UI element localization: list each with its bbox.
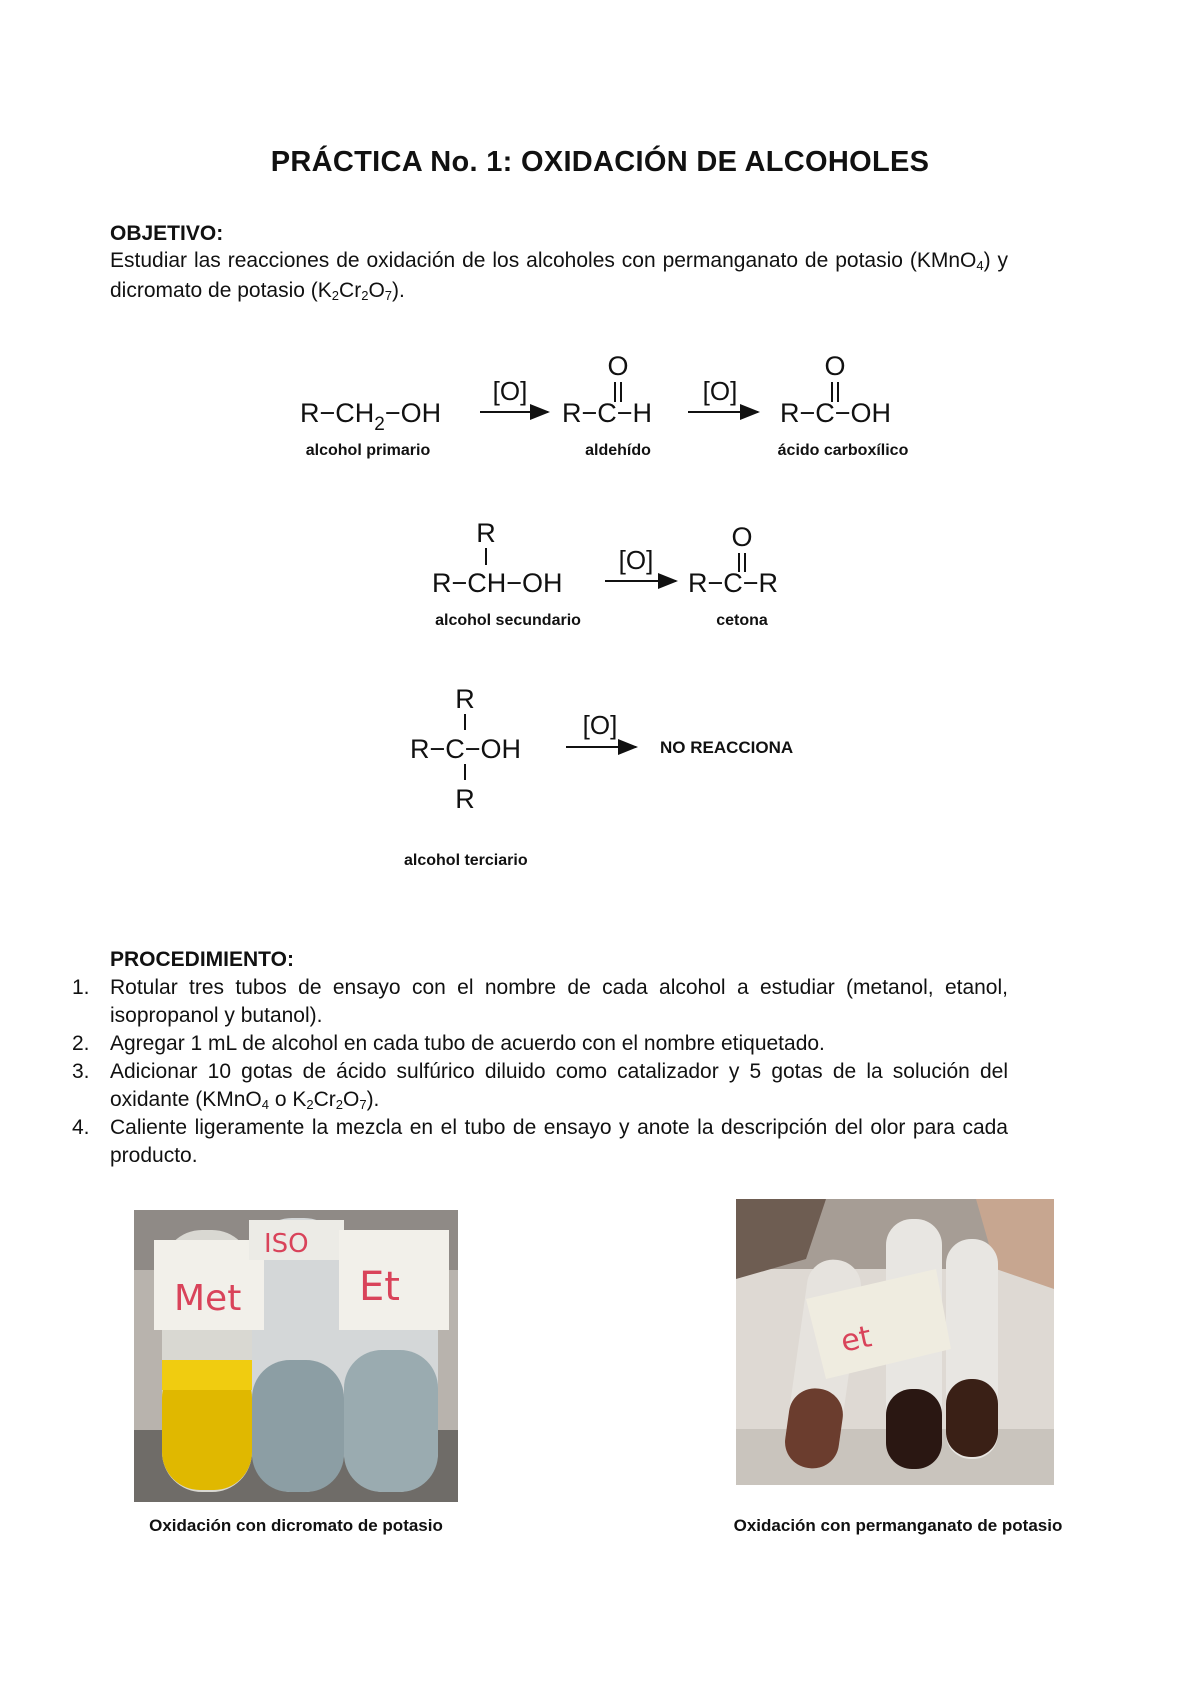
aldehyde-label: aldehído (585, 442, 651, 459)
tertiary-alcohol-reaction (410, 684, 793, 814)
procedure-step: 1. Rotular tres tubos de ensayo con el nombre de cada alcohol a estudiar (metanol, etanol, isopropanol y butanol). (72, 976, 1008, 1027)
ketone-oxygen: O (731, 522, 753, 552)
procedure-step: 3. Adicionar 10 gotas de ácido sulfúrico diluido como catalizador y 5 gotas de la solución del oxidante (KMnO$_4$ o $K_2Cr_2O_7$). (72, 1060, 1008, 1112)
tertiary-alcohol-formula: R−C−OH (410, 734, 522, 764)
caption-dichromate: Oxidación con dicromato de potasio (149, 1516, 443, 1535)
aldehyde-formula: R−C−H (562, 398, 653, 428)
acid-label: ácido carboxílico (777, 442, 909, 459)
tertiary-r-bottom: R (455, 784, 475, 814)
procedure-step: 2. Agregar 1 mL de alcohol en cada tubo de acuerdo con el nombre etiquetado. (72, 1032, 825, 1055)
acid-formula: R−C−OH (780, 398, 892, 428)
oxidant-label-3: [O] (618, 545, 654, 575)
secondary-alcohol-formula: R−CH−OH (432, 568, 563, 598)
caption-permanganate: Oxidación con permanganato de potasio (733, 1516, 1063, 1535)
ketone-label: cetona (716, 612, 768, 629)
primary-alcohol-reaction (300, 351, 909, 459)
no-reaction-text: NO REACCIONA (660, 738, 794, 757)
oxidant-label-1: [O] (492, 376, 528, 406)
procedure-step: 4. Caliente ligeramente la mezcla en el tubo de ensayo y anote la descripción del olor para cada producto. (72, 1116, 1008, 1167)
tertiary-r-top: R (455, 684, 475, 714)
objective-text: Estudiar las reacciones de oxidación de los alcoholes con permanganato de potasio (KMnO$_4$) y dicromato de potasio $(K_2Cr_2O_7)$. (110, 249, 1009, 303)
tube-label-iso: ISO (264, 1229, 309, 1259)
tube-label-et-perm: et (837, 1319, 875, 1360)
tertiary-alcohol-label: alcohol terciario (404, 852, 528, 869)
tube-label-et: Et (359, 1264, 400, 1310)
procedure-list (72, 974, 1008, 1170)
objective-heading: OBJETIVO: (110, 222, 224, 245)
acid-oxygen: O (824, 351, 846, 381)
photo-dichromate-tubes (134, 1210, 458, 1502)
oxidant-label-2: [O] (702, 376, 738, 406)
oxidant-label-4: [O] (582, 710, 618, 740)
primary-alcohol-formula: $R-CH_2-OH$ (300, 398, 442, 435)
aldehyde-oxygen: O (607, 351, 629, 381)
secondary-r-group: R (476, 518, 496, 548)
primary-alcohol-label: alcohol primario (305, 442, 431, 459)
tube-label-met: Met (174, 1278, 242, 1319)
ketone-formula: R−C−R (688, 568, 779, 598)
procedure-heading: PROCEDIMIENTO: (110, 948, 294, 971)
secondary-alcohol-label: alcohol secundario (435, 612, 581, 629)
page-title: PRÁCTICA No. 1: OXIDACIÓN DE ALCOHOLES (270, 146, 930, 178)
photo-permanganate-tubes (736, 1199, 1054, 1485)
reaction-scheme (0, 340, 1200, 820)
secondary-alcohol-reaction (432, 518, 778, 629)
